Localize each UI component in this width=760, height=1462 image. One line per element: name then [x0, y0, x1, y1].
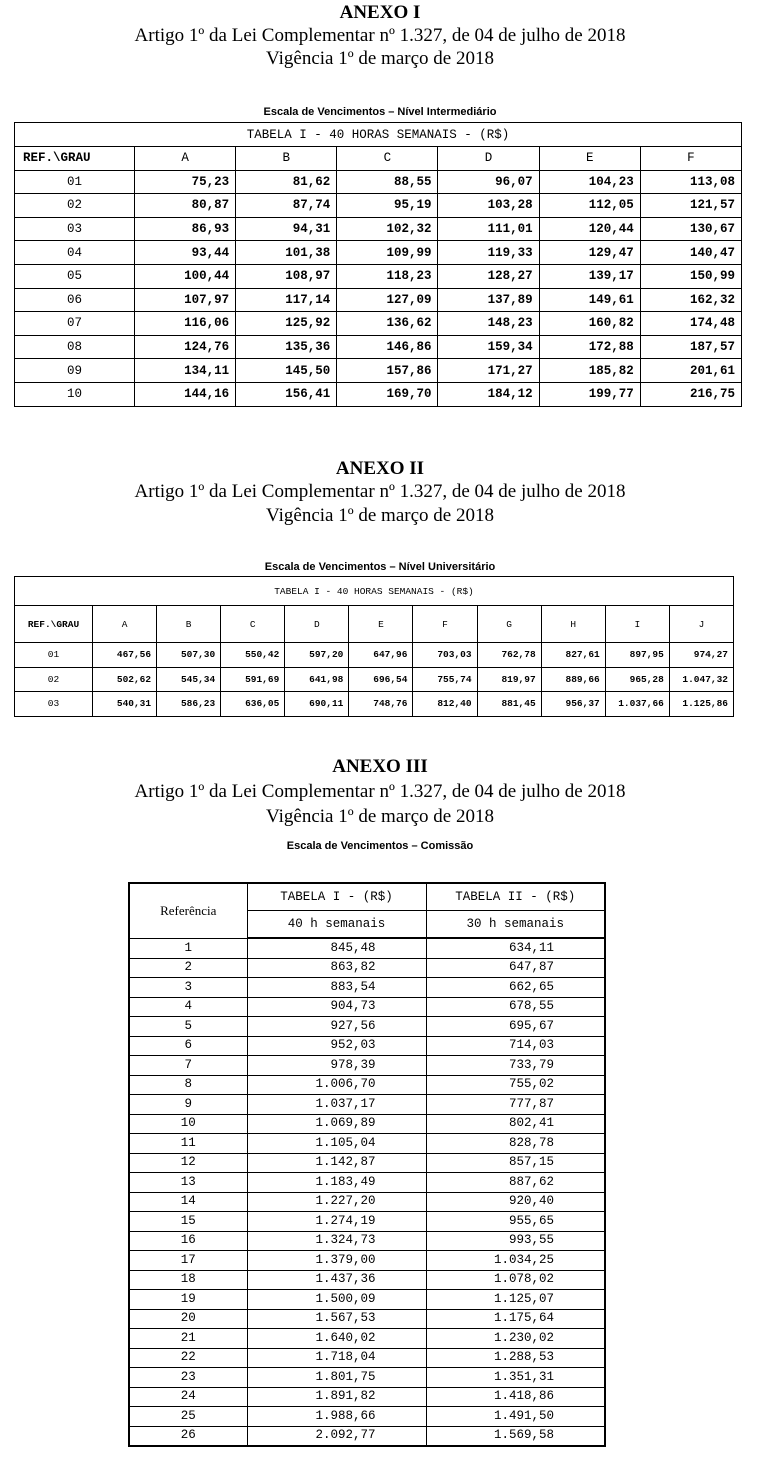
value-cell: 157,86: [337, 359, 438, 383]
tabela2-value-cell: 647,87: [426, 958, 605, 978]
value-cell: 100,44: [135, 264, 236, 288]
value-cell: 113,08: [640, 170, 741, 194]
value-cell: 87,74: [236, 194, 337, 218]
value-cell: 755,74: [413, 667, 477, 692]
value-cell: 144,16: [135, 382, 236, 406]
value-cell: 187,57: [640, 335, 741, 359]
anexo3-caption: Escala de Vencimentos – Comissão: [286, 840, 474, 852]
tabela2-value-cell: 1.491,50: [426, 1407, 605, 1427]
anexo2-caption: Escala de Vencimentos – Nível Universitário: [264, 561, 496, 573]
row-ref-cell: 24: [129, 1387, 247, 1407]
tabela1-value-cell: 883,54: [247, 978, 426, 998]
tabela2-value-cell: 678,55: [426, 997, 605, 1017]
tabela1-value-cell: 927,56: [247, 1017, 426, 1037]
value-cell: 119,33: [438, 241, 539, 265]
value-cell: 149,61: [539, 288, 640, 312]
value-cell: 116,06: [135, 312, 236, 336]
value-cell: 94,31: [236, 217, 337, 241]
table-row: [129, 1251, 605, 1271]
tabela1-value-cell: 1.105,04: [247, 1134, 426, 1154]
value-cell: 647,96: [349, 643, 413, 668]
grau-column-header: E: [539, 147, 640, 171]
table-row: [129, 1212, 605, 1232]
anexo3-law-line: Artigo 1º da Lei Complementar nº 1.327, de 04 de julho de 2018: [134, 781, 626, 802]
table-row: [129, 1329, 605, 1349]
value-cell: 1.047,32: [669, 667, 733, 692]
tabela1-value-cell: 863,82: [247, 958, 426, 978]
row-ref-cell: 23: [129, 1368, 247, 1388]
grau-column-header: F: [413, 606, 477, 643]
value-cell: 185,82: [539, 359, 640, 383]
tabela2-value-cell: 1.288,53: [426, 1348, 605, 1368]
table-row: [129, 1114, 605, 1134]
table-row: [15, 217, 742, 241]
value-cell: 145,50: [236, 359, 337, 383]
value-cell: 102,32: [337, 217, 438, 241]
table-row: [129, 1387, 605, 1407]
row-ref-cell: 16: [129, 1231, 247, 1251]
table-row: [129, 1348, 605, 1368]
anexo1-table: [14, 122, 742, 407]
value-cell: 881,45: [477, 692, 541, 717]
row-ref-cell: 09: [15, 359, 135, 383]
table-row: [129, 1017, 605, 1037]
row-ref-cell: 20: [129, 1309, 247, 1329]
value-cell: 690,11: [285, 692, 349, 717]
tabela2-value-cell: 1.078,02: [426, 1270, 605, 1290]
grau-column-header: H: [541, 606, 605, 643]
table-row: [129, 1192, 605, 1212]
value-cell: 889,66: [541, 667, 605, 692]
value-cell: 101,38: [236, 241, 337, 265]
value-cell: 897,95: [605, 643, 669, 668]
anexo2-vigencia-line: Vigência 1º de março de 2018: [266, 505, 494, 526]
anexo1-law-line: Artigo 1º da Lei Complementar nº 1.327, de 04 de julho de 2018: [134, 25, 626, 46]
row-ref-cell: 19: [129, 1290, 247, 1310]
value-cell: 216,75: [640, 382, 741, 406]
anexo1-caption: Escala de Vencimentos – Nível Intermediário: [263, 106, 497, 118]
grau-column-header: I: [605, 606, 669, 643]
table-caption-row: [15, 577, 734, 606]
table-row: [129, 1153, 605, 1173]
tabela1-value-cell: 1.274,19: [247, 1212, 426, 1232]
value-cell: 827,61: [541, 643, 605, 668]
grau-column-header: A: [135, 147, 236, 171]
table-row: [15, 170, 742, 194]
tabela1-value-cell: 1.718,04: [247, 1348, 426, 1368]
table-row: [129, 1036, 605, 1056]
value-cell: 762,78: [477, 643, 541, 668]
value-cell: 591,69: [221, 667, 285, 692]
tabela1-value-cell: 978,39: [247, 1056, 426, 1076]
tabela2-value-cell: 695,67: [426, 1017, 605, 1037]
table-row: [129, 1173, 605, 1193]
row-ref-cell: 05: [15, 264, 135, 288]
grau-column-header: B: [236, 147, 337, 171]
table-row: [15, 241, 742, 265]
row-ref-cell: 14: [129, 1192, 247, 1212]
value-cell: 107,97: [135, 288, 236, 312]
ref-grau-header: REF.\GRAU: [15, 606, 93, 643]
anexo2-table: [14, 576, 734, 717]
value-cell: 103,28: [438, 194, 539, 218]
ref-grau-header: REF.\GRAU: [15, 147, 135, 171]
value-cell: 172,88: [539, 335, 640, 359]
tabela1-value-cell: 1.437,36: [247, 1270, 426, 1290]
table-row: [129, 1407, 605, 1427]
table-row: [129, 997, 605, 1017]
tabela2-value-cell: 777,87: [426, 1095, 605, 1115]
tabela2-header: TABELA II - (R$): [426, 883, 605, 911]
value-cell: 586,23: [157, 692, 221, 717]
tabela2-value-cell: 1.351,31: [426, 1368, 605, 1388]
tabela2-value-cell: 1.175,64: [426, 1309, 605, 1329]
value-cell: 96,07: [438, 170, 539, 194]
row-ref-cell: 18: [129, 1270, 247, 1290]
value-cell: 136,62: [337, 312, 438, 336]
table-row: [129, 1290, 605, 1310]
table-row: [15, 264, 742, 288]
table-caption: TABELA I - 40 HORAS SEMANAIS - (R$): [15, 577, 734, 606]
tabela2-value-cell: 802,41: [426, 1114, 605, 1134]
value-cell: 95,19: [337, 194, 438, 218]
table-row: [15, 359, 742, 383]
tabela1-value-cell: 1.142,87: [247, 1153, 426, 1173]
value-cell: 108,97: [236, 264, 337, 288]
table-row: [15, 643, 734, 668]
value-cell: 467,56: [93, 643, 157, 668]
table-row: [129, 1368, 605, 1388]
anexo3-title: ANEXO III: [332, 756, 428, 777]
row-ref-cell: 2: [129, 958, 247, 978]
row-ref-cell: 25: [129, 1407, 247, 1427]
table-row: [129, 1075, 605, 1095]
grau-column-header: B: [157, 606, 221, 643]
anexo2-law-line: Artigo 1º da Lei Complementar nº 1.327, de 04 de julho de 2018: [134, 481, 626, 502]
table-row: [129, 1095, 605, 1115]
value-cell: 135,36: [236, 335, 337, 359]
value-cell: 109,99: [337, 241, 438, 265]
grau-column-header: D: [438, 147, 539, 171]
tabela2-value-cell: 1.125,07: [426, 1290, 605, 1310]
tabela1-value-cell: 1.069,89: [247, 1114, 426, 1134]
ref-column-header: Referência: [129, 883, 247, 938]
tabela1-value-cell: 845,48: [247, 938, 426, 958]
row-ref-cell: 08: [15, 335, 135, 359]
value-cell: 502,62: [93, 667, 157, 692]
anexo2-title: ANEXO II: [335, 458, 425, 479]
tabela2-value-cell: 714,03: [426, 1036, 605, 1056]
tabela1-value-cell: 1.227,20: [247, 1192, 426, 1212]
row-ref-cell: 10: [15, 382, 135, 406]
tabela2-value-cell: 955,65: [426, 1212, 605, 1232]
value-cell: 150,99: [640, 264, 741, 288]
grau-column-header: C: [337, 147, 438, 171]
row-ref-cell: 06: [15, 288, 135, 312]
row-ref-cell: 15: [129, 1212, 247, 1232]
row-ref-cell: 21: [129, 1329, 247, 1349]
table-row: [15, 194, 742, 218]
tabela1-value-cell: 1.324,73: [247, 1231, 426, 1251]
table-header-row: [15, 147, 742, 171]
tabela2-value-cell: 857,15: [426, 1153, 605, 1173]
value-cell: 111,01: [438, 217, 539, 241]
anexo1-vigencia-line: Vigência 1º de março de 2018: [266, 48, 494, 69]
anexo1-title: ANEXO I: [339, 2, 421, 23]
value-cell: 75,23: [135, 170, 236, 194]
value-cell: 120,44: [539, 217, 640, 241]
value-cell: 80,87: [135, 194, 236, 218]
value-cell: 174,48: [640, 312, 741, 336]
tabela1-value-cell: 1.891,82: [247, 1387, 426, 1407]
value-cell: 1.037,66: [605, 692, 669, 717]
grau-column-header: F: [640, 147, 741, 171]
table-row: [129, 1309, 605, 1329]
row-ref-cell: 13: [129, 1173, 247, 1193]
value-cell: 696,54: [349, 667, 413, 692]
value-cell: 169,70: [337, 382, 438, 406]
value-cell: 86,93: [135, 217, 236, 241]
tabela2-value-cell: 1.034,25: [426, 1251, 605, 1271]
value-cell: 636,05: [221, 692, 285, 717]
value-cell: 134,11: [135, 359, 236, 383]
table-row: [129, 1426, 605, 1446]
value-cell: 184,12: [438, 382, 539, 406]
value-cell: 93,44: [135, 241, 236, 265]
tabela1-value-cell: 1.379,00: [247, 1251, 426, 1271]
table-caption-row: [15, 123, 742, 147]
row-ref-cell: 03: [15, 692, 93, 717]
tabela2-value-cell: 887,62: [426, 1173, 605, 1193]
tabela1-value-cell: 1.640,02: [247, 1329, 426, 1349]
tabela2-subheader: 30 h semanais: [426, 911, 605, 939]
row-ref-cell: 10: [129, 1114, 247, 1134]
tabela1-value-cell: 2.092,77: [247, 1426, 426, 1446]
row-ref-cell: 12: [129, 1153, 247, 1173]
tabela1-value-cell: 1.801,75: [247, 1368, 426, 1388]
tabela2-value-cell: 733,79: [426, 1056, 605, 1076]
value-cell: 137,89: [438, 288, 539, 312]
anexo3-vigencia-line: Vigência 1º de março de 2018: [266, 806, 494, 827]
value-cell: 1.125,86: [669, 692, 733, 717]
row-ref-cell: 7: [129, 1056, 247, 1076]
tabela2-value-cell: 993,55: [426, 1231, 605, 1251]
tabela1-value-cell: 1.567,53: [247, 1309, 426, 1329]
value-cell: 162,32: [640, 288, 741, 312]
table-row: [129, 958, 605, 978]
table-header-row: [15, 606, 734, 643]
row-ref-cell: 5: [129, 1017, 247, 1037]
value-cell: 104,23: [539, 170, 640, 194]
value-cell: 129,47: [539, 241, 640, 265]
tabela1-subheader: 40 h semanais: [247, 911, 426, 939]
value-cell: 118,23: [337, 264, 438, 288]
value-cell: 140,47: [640, 241, 741, 265]
row-ref-cell: 9: [129, 1095, 247, 1115]
value-cell: 819,97: [477, 667, 541, 692]
row-ref-cell: 01: [15, 643, 93, 668]
table-row: [15, 667, 734, 692]
table-row: [129, 938, 605, 958]
tabela2-value-cell: 755,02: [426, 1075, 605, 1095]
value-cell: 127,09: [337, 288, 438, 312]
row-ref-cell: 02: [15, 667, 93, 692]
value-cell: 199,77: [539, 382, 640, 406]
row-ref-cell: 02: [15, 194, 135, 218]
tabela1-value-cell: 904,73: [247, 997, 426, 1017]
table-row: [129, 1231, 605, 1251]
grau-column-header: A: [93, 606, 157, 643]
value-cell: 812,40: [413, 692, 477, 717]
value-cell: 965,28: [605, 667, 669, 692]
tabela2-value-cell: 1.418,86: [426, 1387, 605, 1407]
value-cell: 597,20: [285, 643, 349, 668]
value-cell: 159,34: [438, 335, 539, 359]
tabela1-value-cell: 1.006,70: [247, 1075, 426, 1095]
tabela1-value-cell: 1.500,09: [247, 1290, 426, 1310]
row-ref-cell: 11: [129, 1134, 247, 1154]
row-ref-cell: 1: [129, 938, 247, 958]
row-ref-cell: 03: [15, 217, 135, 241]
value-cell: 641,98: [285, 667, 349, 692]
tabela2-value-cell: 920,40: [426, 1192, 605, 1212]
anexo3-table: [128, 882, 606, 1447]
value-cell: 748,76: [349, 692, 413, 717]
tabela1-value-cell: 1.037,17: [247, 1095, 426, 1115]
value-cell: 148,23: [438, 312, 539, 336]
value-cell: 124,76: [135, 335, 236, 359]
row-ref-cell: 3: [129, 978, 247, 998]
table-row: [15, 692, 734, 717]
table-row: [15, 335, 742, 359]
value-cell: 130,67: [640, 217, 741, 241]
tabela1-value-cell: 1.988,66: [247, 1407, 426, 1427]
value-cell: 125,92: [236, 312, 337, 336]
value-cell: 507,30: [157, 643, 221, 668]
table-row: [15, 312, 742, 336]
value-cell: 974,27: [669, 643, 733, 668]
row-ref-cell: 6: [129, 1036, 247, 1056]
value-cell: 156,41: [236, 382, 337, 406]
value-cell: 146,86: [337, 335, 438, 359]
tabela1-value-cell: 1.183,49: [247, 1173, 426, 1193]
table-row: [15, 288, 742, 312]
grau-column-header: D: [285, 606, 349, 643]
value-cell: 171,27: [438, 359, 539, 383]
table-row: [15, 382, 742, 406]
value-cell: 956,37: [541, 692, 605, 717]
tabela2-value-cell: 1.230,02: [426, 1329, 605, 1349]
row-ref-cell: 07: [15, 312, 135, 336]
table-row: [129, 1270, 605, 1290]
value-cell: 139,17: [539, 264, 640, 288]
tabela1-value-cell: 952,03: [247, 1036, 426, 1056]
tabela2-value-cell: 1.569,58: [426, 1426, 605, 1446]
value-cell: 112,05: [539, 194, 640, 218]
value-cell: 88,55: [337, 170, 438, 194]
value-cell: 160,82: [539, 312, 640, 336]
grau-column-header: J: [669, 606, 733, 643]
value-cell: 545,34: [157, 667, 221, 692]
grau-column-header: C: [221, 606, 285, 643]
row-ref-cell: 8: [129, 1075, 247, 1095]
row-ref-cell: 4: [129, 997, 247, 1017]
row-ref-cell: 26: [129, 1426, 247, 1446]
tabela1-header: TABELA I - (R$): [247, 883, 426, 911]
table-row: [129, 1134, 605, 1154]
value-cell: 117,14: [236, 288, 337, 312]
table-caption: TABELA I - 40 HORAS SEMANAIS - (R$): [15, 123, 742, 147]
row-ref-cell: 04: [15, 241, 135, 265]
value-cell: 703,03: [413, 643, 477, 668]
table-row: [129, 978, 605, 998]
grau-column-header: G: [477, 606, 541, 643]
value-cell: 201,61: [640, 359, 741, 383]
tabela2-value-cell: 634,11: [426, 938, 605, 958]
table-row: [129, 1056, 605, 1076]
grau-column-header: E: [349, 606, 413, 643]
tabela2-value-cell: 828,78: [426, 1134, 605, 1154]
value-cell: 128,27: [438, 264, 539, 288]
row-ref-cell: 01: [15, 170, 135, 194]
value-cell: 121,57: [640, 194, 741, 218]
row-ref-cell: 22: [129, 1348, 247, 1368]
value-cell: 540,31: [93, 692, 157, 717]
row-ref-cell: 17: [129, 1251, 247, 1271]
value-cell: 550,42: [221, 643, 285, 668]
tabela2-value-cell: 662,65: [426, 978, 605, 998]
value-cell: 81,62: [236, 170, 337, 194]
